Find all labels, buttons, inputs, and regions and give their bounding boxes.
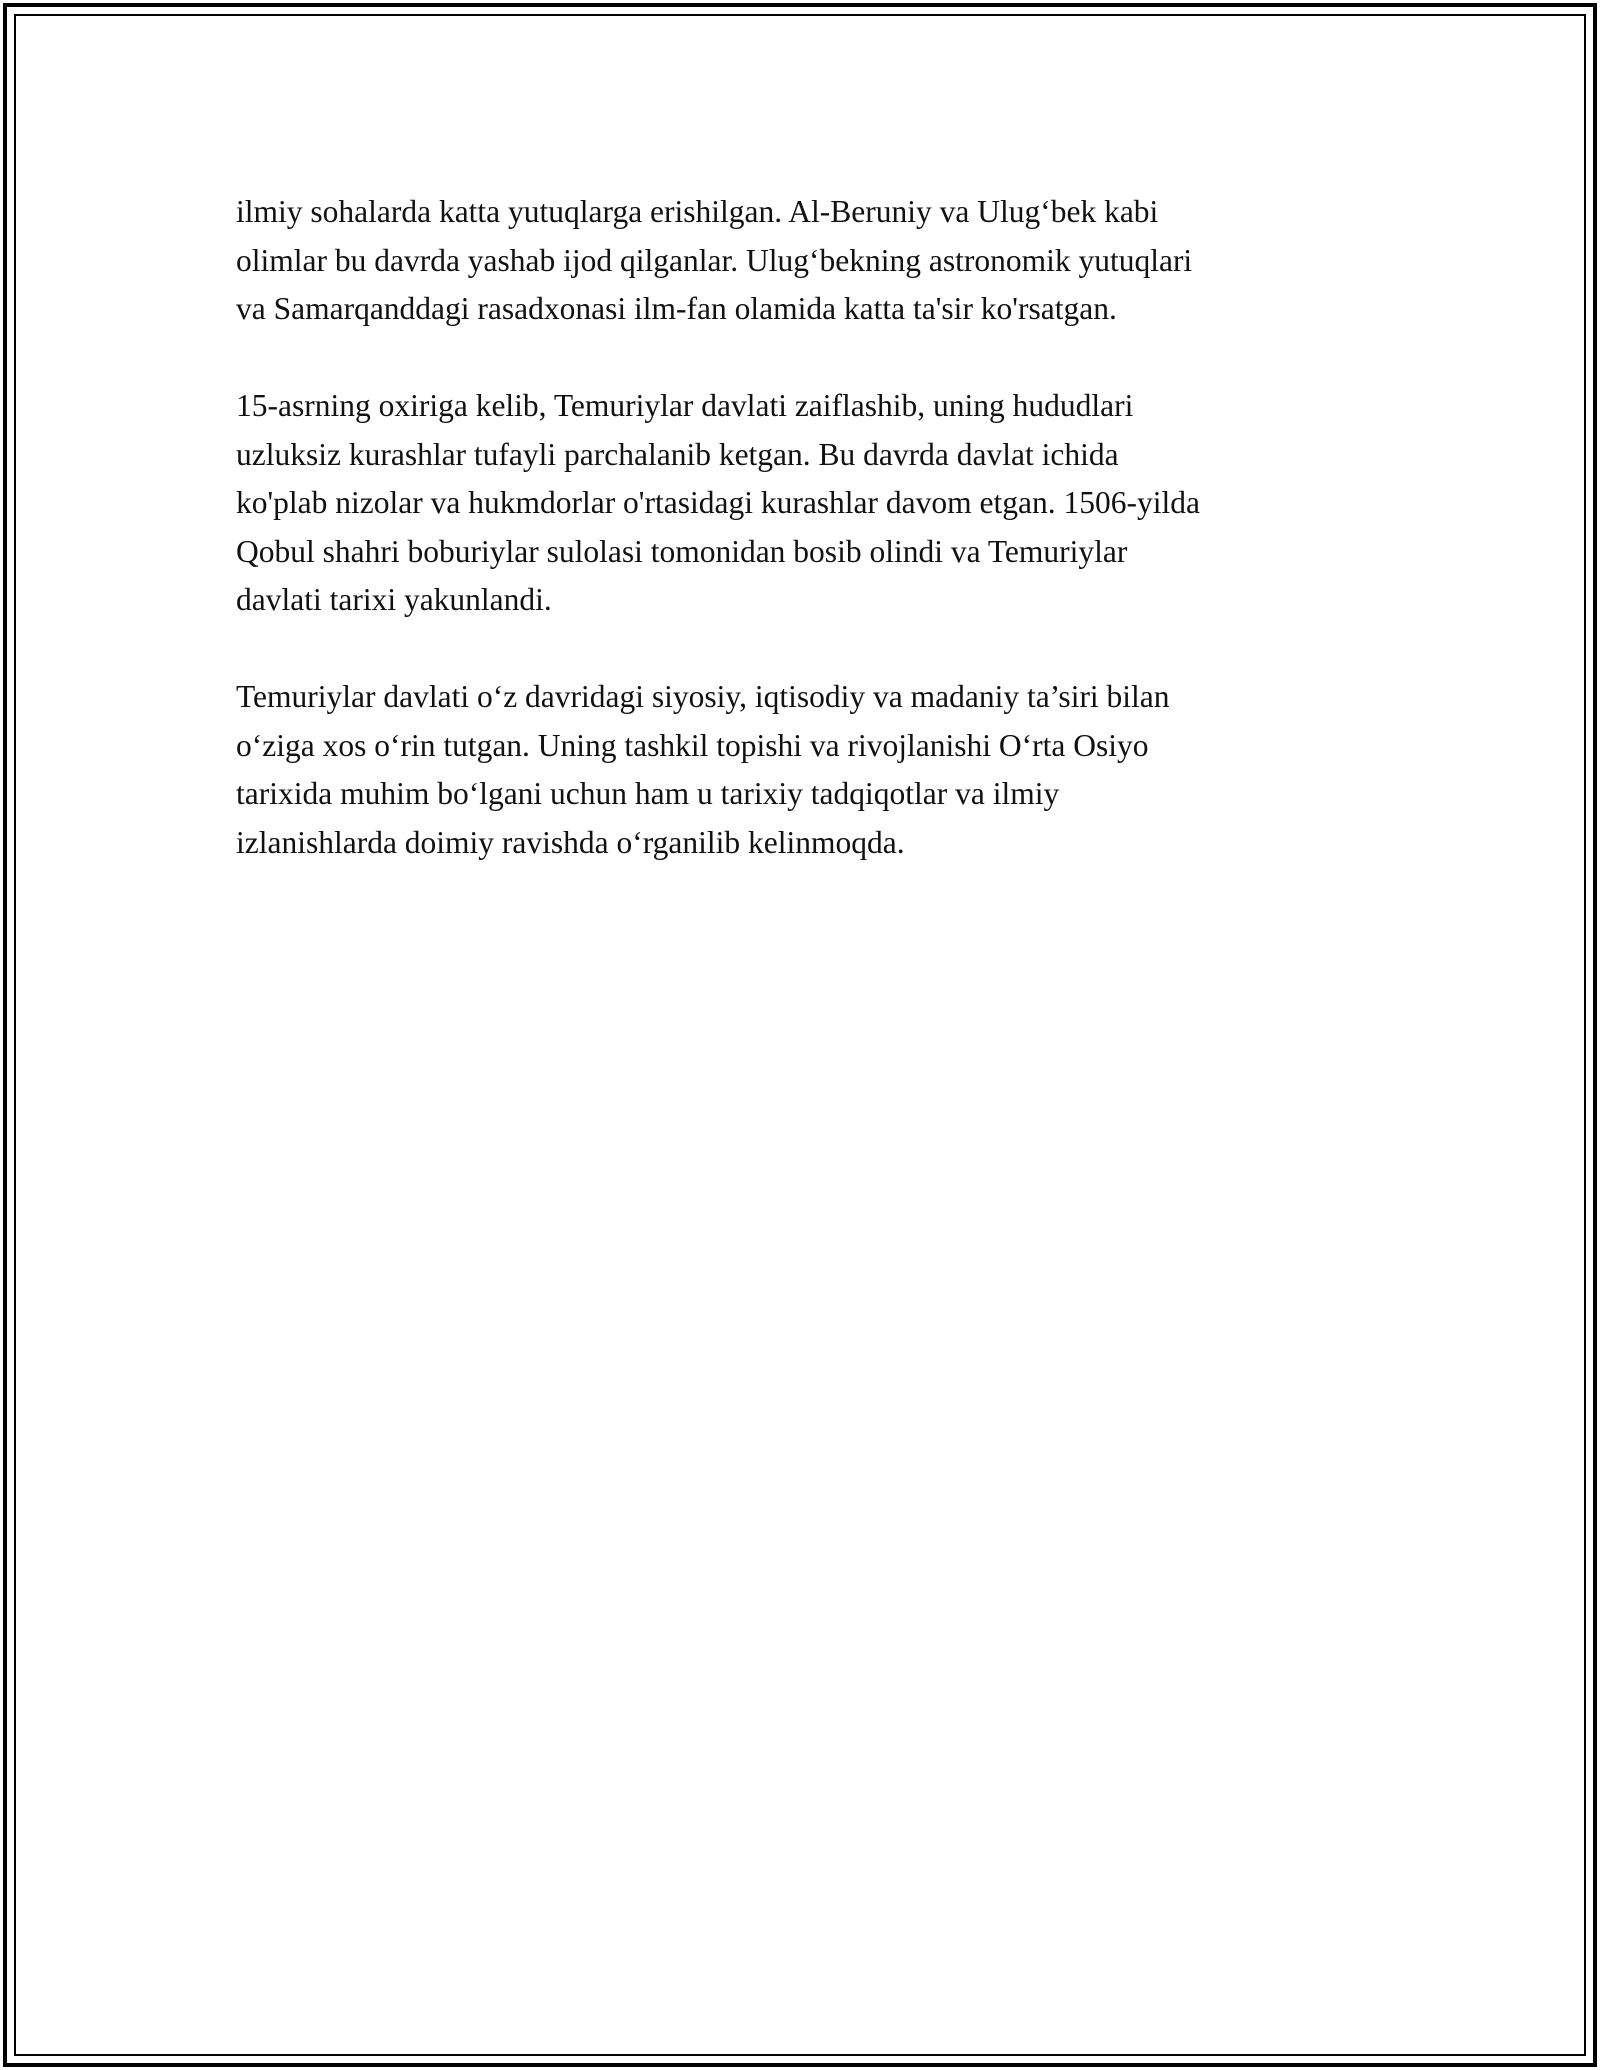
paragraph [236,382,1366,625]
text-line: va Samarqanddagi rasadxonasi ilm-fan olamida katta ta'sir ko'rsatgan. [236,291,1117,326]
text-line: izlanishlarda doimiy ravishda o‘rganilib kelinmoqda. [236,824,905,860]
text-line: Qobul shahri boburiylar sulolasi tomonidan bosib olindi va Temuriylar [236,533,1128,569]
text-line: o‘ziga xos o‘rin tutgan. Uning tashkil topishi va rivojlanishi O‘rta Osiyo [236,727,1149,763]
text-line: olimlar bu davrda yashab ijod qilganlar. Ulug‘bekning astronomik yutuqlari [236,242,1193,278]
text-line: tarixida muhim bo‘lgani uchun ham u tarixiy tadqiqotlar va ilmiy [236,776,1060,811]
text-line: davlati tarixi yakunlandi. [236,582,552,617]
text-line: uzluksiz kurashlar tufayli parchalanib ketgan. Bu davrda davlat ichida [236,436,1119,472]
paragraph [236,188,1366,334]
document-body [236,188,1366,916]
text-line: ilmiy sohalarda katta yutuqlarga erishilgan. Al-Beruniy va Ulug‘bek kabi [236,194,1159,229]
text-line: Temuriylar davlati o‘z davridagi siyosiy, iqtisodiy va madaniy ta’siri bilan [236,679,1170,714]
text-line: 15-asrning oxiriga kelib, Temuriylar davlati zaiflashib, uning hududlari [236,388,1134,423]
paragraph [236,673,1366,867]
text-line: ko'plab nizolar va hukmdorlar o'rtasidagi kurashlar davom etgan. 1506-yilda [236,485,1200,520]
